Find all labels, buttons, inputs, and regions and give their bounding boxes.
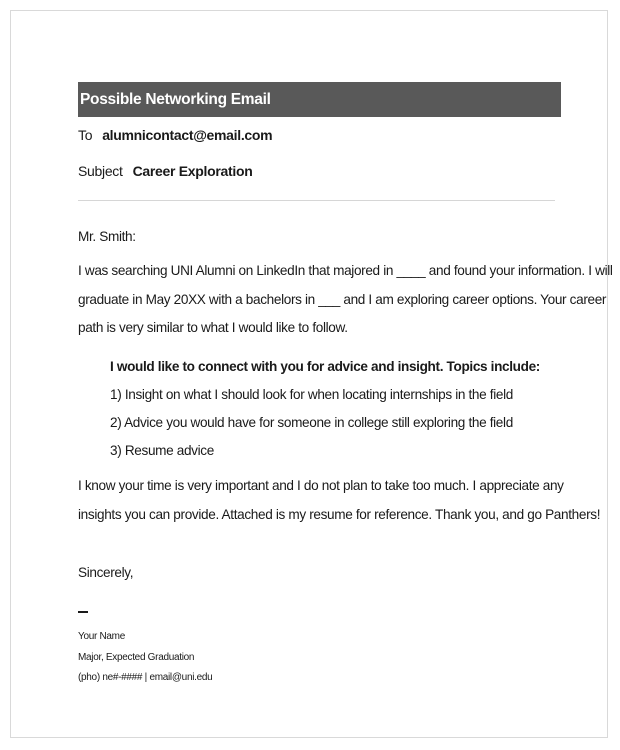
paragraph-line: I was searching UNI Alumni on LinkedIn that majored in ____ and found your information. I will [78, 263, 613, 278]
intro-paragraph [78, 257, 613, 343]
signature-contact: (pho) ne#-#### | email@uni.edu [78, 672, 213, 683]
paragraph-line: I know your time is very important and I do not plan to take too much. I appreciate any [78, 478, 564, 493]
topics-intro: I would like to connect with you for advice and insight. Topics include: [110, 359, 540, 374]
paragraph-line: path is very similar to what I would like to follow. [78, 320, 348, 335]
to-field [78, 127, 272, 143]
sign-off: Sincerely, [78, 565, 134, 580]
signature-major: Major, Expected Graduation [78, 651, 195, 663]
email-template-title: Possible Networking Email [78, 82, 561, 117]
subject-value: Career Exploration [132, 163, 253, 179]
topic-item: 2) Advice you would have for someone in college still exploring the field [110, 415, 513, 430]
signature-name: Your Name [78, 631, 125, 642]
header-divider [78, 200, 555, 201]
subject-field [78, 163, 252, 179]
subject-label: Subject [78, 163, 123, 179]
paragraph-line: insights you can provide. Attached is my resume for reference. Thank you, and go Panthers! [78, 506, 601, 522]
topic-item: 3) Resume advice [110, 443, 214, 458]
signature-block [78, 627, 212, 689]
topic-item: 1) Insight on what I should look for when locating internships in the field [110, 387, 513, 402]
to-address: alumnicontact@email.com [102, 127, 273, 143]
to-label: To [78, 127, 93, 143]
closing-paragraph [78, 472, 600, 529]
topics-list [110, 353, 540, 465]
greeting: Mr. Smith: [78, 229, 136, 244]
signature-dash [78, 611, 88, 613]
paragraph-line: graduate in May 20XX with a bachelors in ___ and I am exploring career options. Your career [78, 291, 607, 307]
